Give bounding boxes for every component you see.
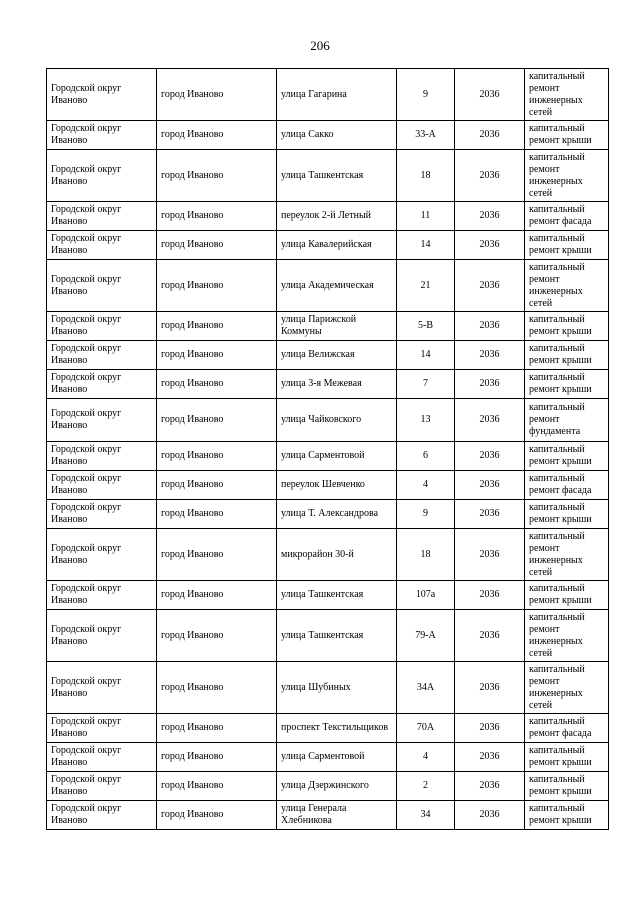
- table-row: [47, 442, 609, 471]
- street-cell: улица Ташкентская: [277, 150, 397, 202]
- city-cell: город Иваново: [157, 341, 277, 370]
- city-cell: город Иваново: [157, 399, 277, 442]
- house-number-cell: 9: [397, 500, 455, 529]
- street-cell: улица Т. Александрова: [277, 500, 397, 529]
- work-type-cell: капитальный ремонт фасада: [525, 471, 609, 500]
- city-cell: город Иваново: [157, 500, 277, 529]
- year-cell: 2036: [455, 231, 525, 260]
- city-cell: город Иваново: [157, 121, 277, 150]
- house-number-cell: 5-В: [397, 312, 455, 341]
- year-cell: 2036: [455, 202, 525, 231]
- street-cell: переулок 2-й Летный: [277, 202, 397, 231]
- year-cell: 2036: [455, 662, 525, 714]
- table-row: [47, 370, 609, 399]
- house-number-cell: 18: [397, 529, 455, 581]
- table-row: [47, 341, 609, 370]
- city-cell: город Иваново: [157, 529, 277, 581]
- okrug-cell: Городской округ Иваново: [47, 500, 157, 529]
- table-row: [47, 471, 609, 500]
- table-row: [47, 202, 609, 231]
- city-cell: город Иваново: [157, 231, 277, 260]
- street-cell: улица Велижская: [277, 341, 397, 370]
- work-type-cell: капитальный ремонт фасада: [525, 202, 609, 231]
- city-cell: город Иваново: [157, 442, 277, 471]
- house-number-cell: 79-А: [397, 610, 455, 662]
- work-type-cell: капитальный ремонт крыши: [525, 772, 609, 801]
- year-cell: 2036: [455, 312, 525, 341]
- table-row: [47, 231, 609, 260]
- okrug-cell: Городской округ Иваново: [47, 471, 157, 500]
- year-cell: 2036: [455, 610, 525, 662]
- street-cell: улица 3-я Межевая: [277, 370, 397, 399]
- work-type-cell: капитальный ремонт крыши: [525, 341, 609, 370]
- table-row: [47, 500, 609, 529]
- work-type-cell: капитальный ремонт крыши: [525, 801, 609, 830]
- repair-schedule-table: [46, 68, 609, 830]
- okrug-cell: Городской округ Иваново: [47, 772, 157, 801]
- city-cell: город Иваново: [157, 581, 277, 610]
- okrug-cell: Городской округ Иваново: [47, 399, 157, 442]
- table-row: [47, 772, 609, 801]
- work-type-cell: капитальный ремонт инженерных сетей: [525, 610, 609, 662]
- year-cell: 2036: [455, 772, 525, 801]
- year-cell: 2036: [455, 341, 525, 370]
- street-cell: улица Сарментовой: [277, 442, 397, 471]
- table-row: [47, 69, 609, 121]
- okrug-cell: Городской округ Иваново: [47, 260, 157, 312]
- okrug-cell: Городской округ Иваново: [47, 714, 157, 743]
- city-cell: город Иваново: [157, 662, 277, 714]
- city-cell: город Иваново: [157, 202, 277, 231]
- work-type-cell: капитальный ремонт крыши: [525, 312, 609, 341]
- year-cell: 2036: [455, 150, 525, 202]
- house-number-cell: 7: [397, 370, 455, 399]
- okrug-cell: Городской округ Иваново: [47, 150, 157, 202]
- work-type-cell: капитальный ремонт фундамента: [525, 399, 609, 442]
- work-type-cell: капитальный ремонт крыши: [525, 743, 609, 772]
- table-row: [47, 743, 609, 772]
- house-number-cell: 13: [397, 399, 455, 442]
- street-cell: улица Гагарина: [277, 69, 397, 121]
- house-number-cell: 6: [397, 442, 455, 471]
- city-cell: город Иваново: [157, 150, 277, 202]
- work-type-cell: капитальный ремонт фасада: [525, 714, 609, 743]
- house-number-cell: 107а: [397, 581, 455, 610]
- year-cell: 2036: [455, 581, 525, 610]
- work-type-cell: капитальный ремонт крыши: [525, 500, 609, 529]
- house-number-cell: 18: [397, 150, 455, 202]
- okrug-cell: Городской округ Иваново: [47, 202, 157, 231]
- house-number-cell: 9: [397, 69, 455, 121]
- table-row: [47, 801, 609, 830]
- work-type-cell: капитальный ремонт крыши: [525, 231, 609, 260]
- house-number-cell: 34А: [397, 662, 455, 714]
- house-number-cell: 14: [397, 231, 455, 260]
- year-cell: 2036: [455, 743, 525, 772]
- city-cell: город Иваново: [157, 471, 277, 500]
- table-body: [47, 69, 609, 830]
- street-cell: улица Парижской Коммуны: [277, 312, 397, 341]
- city-cell: город Иваново: [157, 801, 277, 830]
- okrug-cell: Городской округ Иваново: [47, 662, 157, 714]
- work-type-cell: капитальный ремонт крыши: [525, 442, 609, 471]
- street-cell: улица Генерала Хлебникова: [277, 801, 397, 830]
- okrug-cell: Городской округ Иваново: [47, 610, 157, 662]
- okrug-cell: Городской округ Иваново: [47, 581, 157, 610]
- okrug-cell: Городской округ Иваново: [47, 801, 157, 830]
- house-number-cell: 21: [397, 260, 455, 312]
- work-type-cell: капитальный ремонт инженерных сетей: [525, 69, 609, 121]
- city-cell: город Иваново: [157, 610, 277, 662]
- table-row: [47, 714, 609, 743]
- table-row: [47, 312, 609, 341]
- street-cell: улица Сарментовой: [277, 743, 397, 772]
- work-type-cell: капитальный ремонт инженерных сетей: [525, 260, 609, 312]
- city-cell: город Иваново: [157, 370, 277, 399]
- okrug-cell: Городской округ Иваново: [47, 121, 157, 150]
- year-cell: 2036: [455, 714, 525, 743]
- year-cell: 2036: [455, 500, 525, 529]
- year-cell: 2036: [455, 69, 525, 121]
- street-cell: улица Шубиных: [277, 662, 397, 714]
- house-number-cell: 14: [397, 341, 455, 370]
- table-row: [47, 662, 609, 714]
- city-cell: город Иваново: [157, 743, 277, 772]
- street-cell: улица Ташкентская: [277, 581, 397, 610]
- city-cell: город Иваново: [157, 312, 277, 341]
- work-type-cell: капитальный ремонт крыши: [525, 581, 609, 610]
- street-cell: улица Дзержинского: [277, 772, 397, 801]
- year-cell: 2036: [455, 370, 525, 399]
- table-row: [47, 399, 609, 442]
- work-type-cell: капитальный ремонт крыши: [525, 121, 609, 150]
- table-row: [47, 529, 609, 581]
- house-number-cell: 4: [397, 743, 455, 772]
- table-row: [47, 150, 609, 202]
- work-type-cell: капитальный ремонт инженерных сетей: [525, 150, 609, 202]
- okrug-cell: Городской округ Иваново: [47, 442, 157, 471]
- street-cell: улица Ташкентская: [277, 610, 397, 662]
- street-cell: улица Кавалерийская: [277, 231, 397, 260]
- year-cell: 2036: [455, 801, 525, 830]
- house-number-cell: 4: [397, 471, 455, 500]
- year-cell: 2036: [455, 399, 525, 442]
- house-number-cell: 2: [397, 772, 455, 801]
- year-cell: 2036: [455, 442, 525, 471]
- house-number-cell: 33-А: [397, 121, 455, 150]
- table-row: [47, 121, 609, 150]
- work-type-cell: капитальный ремонт крыши: [525, 370, 609, 399]
- table-row: [47, 610, 609, 662]
- year-cell: 2036: [455, 121, 525, 150]
- street-cell: улица Академическая: [277, 260, 397, 312]
- okrug-cell: Городской округ Иваново: [47, 312, 157, 341]
- year-cell: 2036: [455, 471, 525, 500]
- okrug-cell: Городской округ Иваново: [47, 370, 157, 399]
- year-cell: 2036: [455, 260, 525, 312]
- street-cell: проспект Текстильщиков: [277, 714, 397, 743]
- work-type-cell: капитальный ремонт инженерных сетей: [525, 529, 609, 581]
- house-number-cell: 70А: [397, 714, 455, 743]
- okrug-cell: Городской округ Иваново: [47, 529, 157, 581]
- city-cell: город Иваново: [157, 260, 277, 312]
- city-cell: город Иваново: [157, 69, 277, 121]
- table-row: [47, 260, 609, 312]
- house-number-cell: 34: [397, 801, 455, 830]
- city-cell: город Иваново: [157, 772, 277, 801]
- table-row: [47, 581, 609, 610]
- city-cell: город Иваново: [157, 714, 277, 743]
- work-type-cell: капитальный ремонт инженерных сетей: [525, 662, 609, 714]
- page-number: 206: [310, 38, 330, 53]
- okrug-cell: Городской округ Иваново: [47, 69, 157, 121]
- okrug-cell: Городской округ Иваново: [47, 743, 157, 772]
- street-cell: переулок Шевченко: [277, 471, 397, 500]
- street-cell: микрорайон 30-й: [277, 529, 397, 581]
- okrug-cell: Городской округ Иваново: [47, 341, 157, 370]
- okrug-cell: Городской округ Иваново: [47, 231, 157, 260]
- street-cell: улица Сакко: [277, 121, 397, 150]
- year-cell: 2036: [455, 529, 525, 581]
- street-cell: улица Чайковского: [277, 399, 397, 442]
- house-number-cell: 11: [397, 202, 455, 231]
